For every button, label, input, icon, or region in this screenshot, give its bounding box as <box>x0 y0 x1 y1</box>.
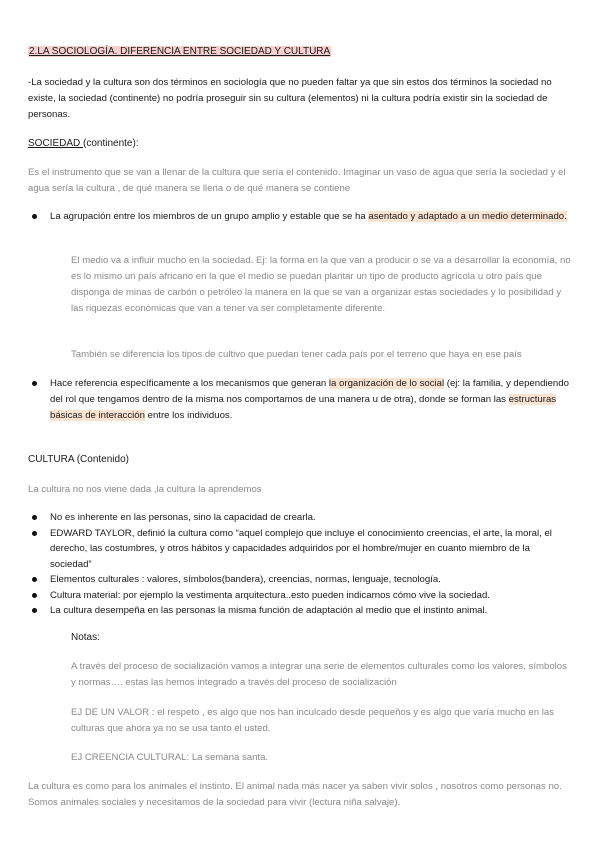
notas-paragraph-2: EJ DE UN VALOR : el respeto , es algo que nos han inculcado desde pequeños y es algo que varía mucho en las culturas que ahora ya no se usa tanto el usted. <box>71 707 554 734</box>
list-item: EDWARD TAYLOR, definió la cultura como “aquel complejo que incluye el conocimiento creencias, el arte, la moral, el derecho, las costumbres, y otros hábitos y capacidades adquiridos por el hombre/mujer en cuanto miembro de la sociedad” <box>50 526 574 573</box>
cultura-heading: CULTURA (Contenido) <box>28 454 129 465</box>
bullet-icon <box>32 577 37 582</box>
closing-paragraph: La cultura es como para los animales el instinto. El animal nada más nacer ya saben vivir solos , nosotros como personas no. Somos animales sociales y necesitamos de la sociedad para vivir (lectura niña salvaje). <box>28 781 562 808</box>
list-item: La cultura desempeña en las personas la misma función de adaptación al medio que el instinto animal. <box>50 603 574 619</box>
cultura-description: La cultura no nos viene dada ,la cultura la aprendemos <box>28 484 262 495</box>
notas-paragraph-3: EJ CREENCIA CULTURAL: La semana santa. <box>71 752 269 763</box>
list-item: Cultura material: por ejemplo la vestimenta arquitectura..esto pueden indicarnos cómo vive la sociedad. <box>50 588 574 604</box>
bullet-icon <box>32 515 37 520</box>
list-item: La agrupación entre los miembros de un grupo amplio y estable que se ha asentado y adaptado a un medio determinado. <box>50 209 574 225</box>
list-item: Elementos culturales : valores, símbolos(bandera), creencias, normas, lenguaje, tecnología. <box>50 572 574 588</box>
sociedad-heading-rest: (continente): <box>83 138 139 149</box>
notas-label: Notas: <box>71 632 100 643</box>
sociedad-bullet-2 <box>50 376 574 424</box>
sociedad-description: Es el instrumento que se van a llenar de la cultura que sería el contenido. Imaginar un vaso de agua que sería la sociedad y el agua sería la cultura , de qué manera se llena o de qué manera se contiene <box>28 167 566 194</box>
bullet-icon <box>32 214 37 219</box>
page-title: 2.LA SOCIOLOGÍA. DIFERENCIA ENTRE SOCIEDAD Y CULTURA <box>29 46 331 57</box>
bullet-icon <box>32 593 37 598</box>
highlight: asentado y adaptado a un medio determinado. <box>368 211 567 222</box>
sociedad-heading-underlined: SOCIEDAD <box>28 138 84 149</box>
sociedad-bullet-1 <box>50 209 574 225</box>
sociedad-heading <box>28 136 574 152</box>
cultura-bullet-list <box>50 510 574 619</box>
bullet-icon <box>32 608 37 613</box>
bullet-icon <box>32 531 37 536</box>
highlight: la organización de lo social <box>328 378 445 389</box>
highlight: estructuras básicas de interacción <box>50 394 557 421</box>
list-item: No es inherente en las personas, sino la capacidad de crearla. <box>50 510 574 526</box>
sociedad-note-2: También se diferencia los tipos de cultivo que puedan tener cada país por el terreno que haya en ese país <box>71 349 522 360</box>
sociedad-note-1: El medio va a influir mucho en la sociedad. Ej: la forma en la que van a producir o se va a desarrollar la economía, no es lo mismo un país africano en la que el medio se puedan plantar un tipo de producto agrícola u otro país que disponga de minas de carbón o petróleo la manera en la que se van a organizar estas sociedades y lo posibilidad y las riquezas económicas que van a tener va ser completamente diferente. <box>71 255 571 314</box>
notas-paragraph-1: A través del proceso de socialización vamos a integrar una serie de elementos culturales como los valores, símbolos y normas…. estas las hemos integrado a través del proceso de socialización <box>71 661 567 688</box>
list-item: Hace referencia específicamente a los mecanismos que generan la organización de lo social (ej: la familia, y dependiendo del rol que tengamos dentro de la misma nos comportamos de una manera u de otra), donde se forman las estructuras básicas de interacción entre los individuos. <box>50 376 574 424</box>
intro-paragraph: -La sociedad y la cultura son dos términos en sociología que no pueden faltar ya que sin estos dos términos la sociedad no existe, la sociedad (continente) no podría proseguir sin su cultura (elementos) ni la cultura podría existir sin la sociedad de personas. <box>28 77 552 120</box>
bullet-icon <box>32 381 37 386</box>
